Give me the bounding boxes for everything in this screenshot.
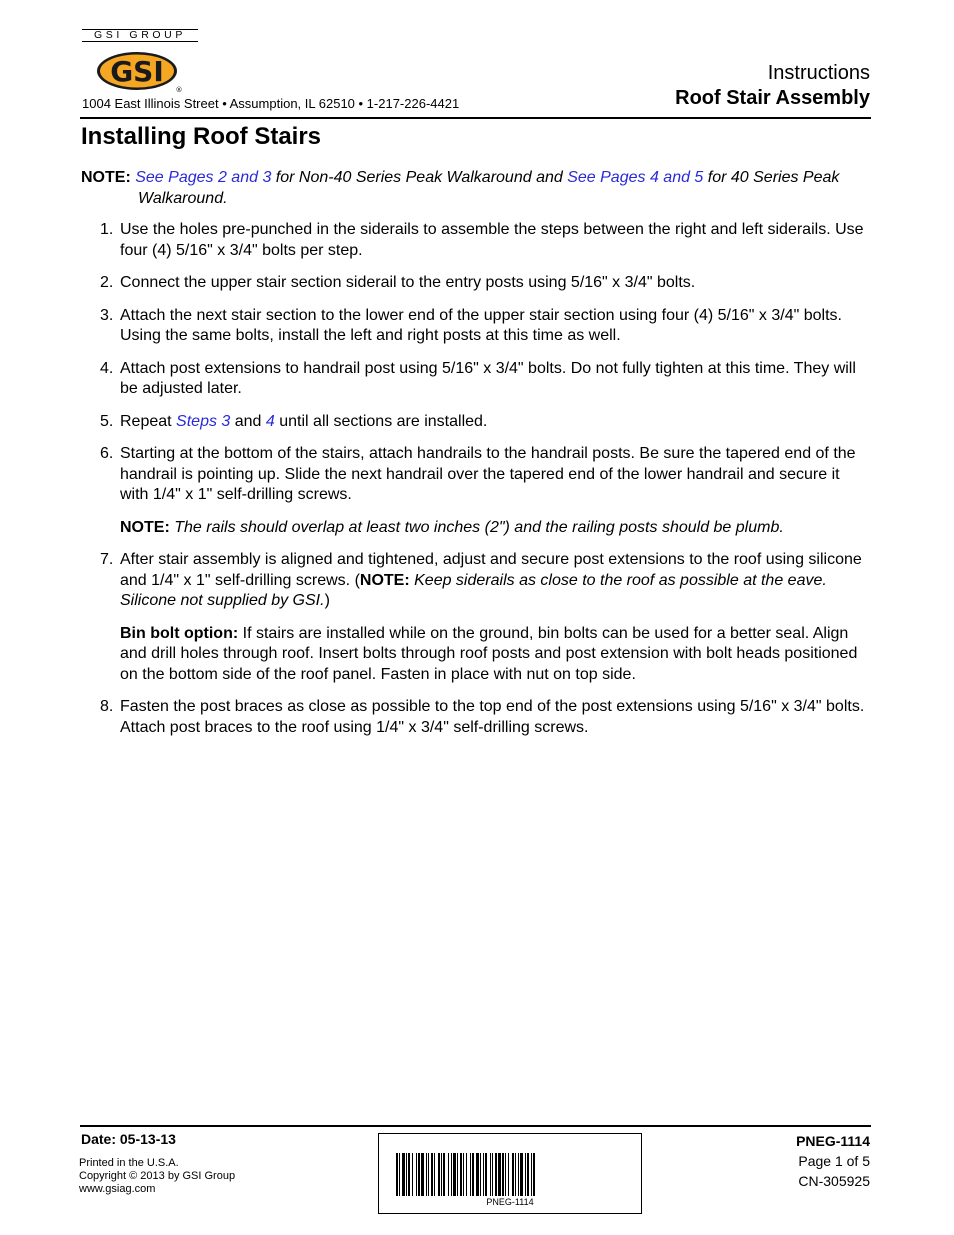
website: www.gsiag.com — [79, 1183, 156, 1195]
step-8 — [81, 697, 871, 738]
step-6-note — [120, 518, 871, 539]
note-close: ) — [324, 592, 330, 609]
step-text: Fasten the post braces as close as possible to the top end of the post extensions using 5/16" x 3/4" bolts. Attach post braces to the roof using 1/4" x 3/4" self-drilling screws. — [120, 698, 865, 736]
step-text: Connect the upper stair section siderail to the entry posts using 5/16" x 3/4" bolts. — [120, 274, 696, 291]
header-divider — [80, 117, 871, 119]
step-5 — [81, 412, 871, 433]
doc-title: Roof Stair Assembly — [675, 87, 870, 109]
step-7-text: After stair assembly is aligned and tightened, adjust and secure post extensions to the roof using silicone and 1/4" x 1" self-drilling screws. ( — [120, 551, 862, 589]
doc-code: PNEG-1114 — [796, 1133, 870, 1149]
link-pages-2-3[interactable]: See Pages 2 and 3 — [135, 169, 272, 186]
step-text: Use the holes pre-punched in the siderails to assemble the steps between the right and left siderails. Use four (4) 5/16" x 3/4" bolts per step. — [120, 221, 864, 259]
note-label: NOTE: — [120, 518, 170, 536]
step-2 — [81, 273, 871, 294]
instructions-body — [81, 168, 871, 750]
step-number: 7. — [100, 551, 114, 568]
footer-doc-info — [796, 1131, 870, 1191]
link-step-3[interactable]: Steps 3 — [176, 412, 231, 430]
step-number: 2. — [100, 274, 114, 291]
note-label: NOTE: — [81, 169, 131, 186]
cn-number: CN-305925 — [798, 1173, 870, 1189]
step-number: 8. — [100, 698, 114, 715]
doc-type: Instructions — [767, 62, 870, 84]
step-7 — [81, 550, 871, 685]
note-text-2: for 40 Series Peak Walkaround. — [138, 169, 840, 207]
step-number: 5. — [100, 412, 114, 430]
company-address: 1004 East Illinois Street • Assumption, IL 62510 • 1-217-226-4421 — [82, 96, 460, 111]
step-number: 3. — [100, 306, 114, 324]
brand-wordmark: GSI GROUP — [82, 29, 198, 42]
printed-in: Printed in the U.S.A. — [79, 1157, 179, 1169]
step-text: Starting at the bottom of the stairs, attach handrails to the handrail posts. Be sure the tapered end of the handrail is pointing up. Slide the next handrail over the tapered end of the lower handrail and secure it with 1/4" x 1" self-drilling screws. — [120, 445, 856, 503]
document-date: Date: 05-13-13 — [81, 1131, 176, 1147]
step-text — [120, 412, 871, 433]
link-step-4[interactable]: 4 — [265, 412, 275, 430]
footer-divider — [80, 1125, 871, 1127]
copyright: Copyright © 2013 by GSI Group — [79, 1170, 236, 1182]
note-label: NOTE: — [359, 571, 410, 589]
printed-info — [79, 1157, 235, 1196]
page-title: Installing Roof Stairs — [81, 123, 322, 150]
page-number: Page 1 of 5 — [798, 1153, 870, 1169]
option-text: If stairs are installed while on the ground, bin bolts can be used for a better seal. Align and drill holes through roof. Insert bolts through roof posts and post extension with bolt heads positioned on the bottom side of the roof panel. Fasten in place with nut on top side. — [120, 624, 858, 683]
document-header — [675, 61, 870, 111]
step-5-pre: Repeat — [120, 412, 177, 430]
link-pages-4-5[interactable]: See Pages 4 and 5 — [567, 169, 704, 186]
step-number: 1. — [100, 221, 114, 238]
step-3 — [81, 306, 871, 347]
barcode-label: PNEG-1114 — [486, 1197, 534, 1207]
bin-bolt-option — [120, 624, 871, 686]
intro-note — [81, 168, 871, 209]
note-text: Keep siderails as close to the roof as possible at the eave. Silicone not supplied by GSI. — [120, 571, 827, 609]
note-text-1: for Non-40 Series Peak Walkaround and — [271, 169, 568, 186]
step-text: Attach post extensions to handrail post using 5/16" x 3/4" bolts. Do not fully tighten at this time. They will be adjusted later. — [120, 359, 856, 397]
gsi-logo — [95, 51, 183, 93]
logo-text: GSI — [110, 55, 164, 88]
step-5-post: until all sections are installed. — [274, 412, 488, 430]
step-text — [120, 550, 871, 612]
step-number: 4. — [100, 359, 114, 377]
note-text: The rails should overlap at least two inches (2") and the railing posts should be plumb. — [169, 518, 784, 536]
registered-mark: ® — [175, 86, 183, 93]
step-text: Attach the next stair section to the lower end of the upper stair section using four (4) 5/16" x 3/4" bolts. Using the same bolts, install the left and right posts at this time as well. — [120, 306, 842, 344]
option-label: Bin bolt option: — [120, 624, 239, 642]
step-6 — [81, 444, 871, 538]
step-5-mid: and — [230, 412, 266, 430]
step-1 — [81, 220, 871, 261]
step-4 — [81, 359, 871, 400]
step-number: 6. — [100, 445, 114, 462]
